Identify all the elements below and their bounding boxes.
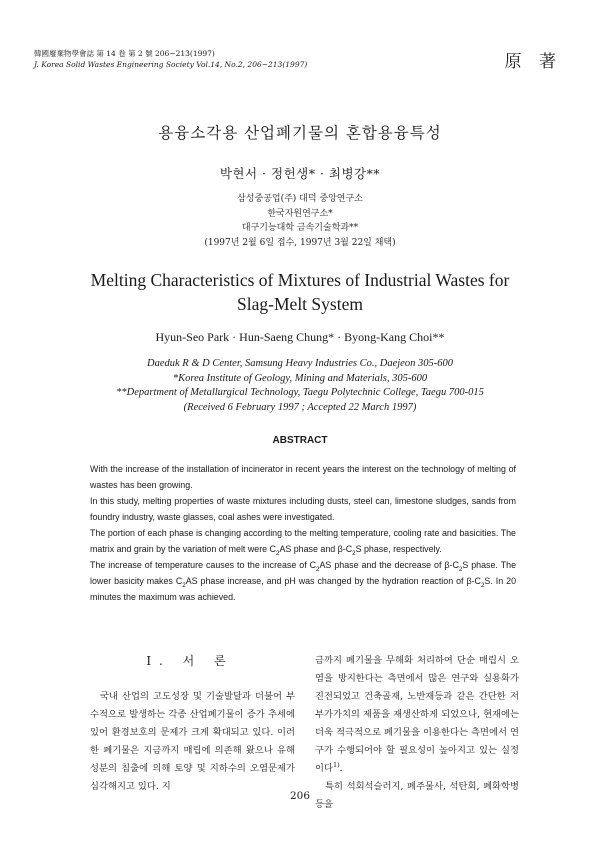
english-authors: Hyun-Seo Park · Hun-Saeng Chung* · Byong-Kang Choi**: [155, 330, 445, 344]
korean-affiliations: [0, 192, 600, 250]
section-heading-introduction: I. 서 론: [146, 654, 234, 668]
korean-title: 용융소각용 산업폐기물의 혼합용융특성: [158, 124, 442, 142]
english-received-dates: (Received 6 February 1997 ; Accepted 22 March 1997): [183, 401, 417, 413]
body-paragraph: 금까지 폐기물을 무해화 처리하여 단순 매립시 오염을 방지한다는 측면에서 많은 연구와 실용화가 진전되었고 건축골재, 노반재등과 같은 간단한 저부가가치의 제품을 재생산하게 되었으나, 현재에는 더욱 적극적으로 폐기물을 이용한다는 측면에서 연구가 수행되어야 할 필요성이 높아지고 있는 실정이다$^{1)}$.: [315, 655, 519, 774]
body-paragraph: 특히 석회석슬러지, 폐주물사, 석탄회, 폐화학병등을: [315, 781, 519, 810]
journal-header: [34, 48, 307, 70]
english-affiliation: Daeduk R & D Center, Samsung Heavy Industries Co., Daejeon 305-600: [147, 358, 453, 369]
body-paragraph: 국내 산업의 고도성장 및 기술발달과 더불어 부수적으로 발생하는 각종 산업폐기물이 증가 추세에 있어 환경보호의 문제가 크게 확대되고 있다. 이러한 폐기물은 지금까지 매립에 의존해 왔으나 유해성분의 침출에 의해 토양 및 지하수의 오염문제가 심각해지고 있다. 지: [90, 691, 295, 792]
abstract-paragraph: The portion of each phase is changing according to the melting temperature, cooling rate and basicities. The matrix and grain by the variation of melt were $C_2AS$ phase and $\beta-C_2S$ phase, respectively.: [90, 528, 516, 557]
korean-authors: 박현서 · 정헌생* · 최병강**: [219, 166, 381, 181]
english-title-line: Slag-Melt System: [237, 294, 363, 314]
abstract-body: [90, 461, 516, 605]
korean-affiliation: 한국자원연구소*: [267, 208, 333, 219]
journal-line-korean: 韓國廢棄物學會誌 第 14 卷 第 2 號 206~213(1997): [34, 49, 215, 58]
journal-line-english: J. Korea Solid Wastes Engineering Society Vol.14, No.2, 206~213(1997): [34, 60, 308, 69]
abstract-paragraph: In this study, melting properties of waste mixtures including dusts, steel can, limestone sludges, sands from foundry industry, waste glasses, coal ashes were investigated.: [90, 496, 516, 522]
article-type-tag: 原 著: [504, 52, 562, 72]
korean-affiliation: 대구기능대학 금속기술학과**: [241, 223, 359, 233]
abstract-paragraph: With the increase of the installation of incinerator in recent years the interest on the technology of melting of wastes has been growing.: [90, 464, 516, 490]
english-title-line: Melting Characteristics of Mixtures of Industrial Wastes for: [90, 270, 510, 290]
body-column-left: [90, 688, 295, 796]
abstract-paragraph: The increase of temperature causes to the increase of $C_2AS$ phase and the decrease of $\beta-C_2S$ phase. The lower basicity makes $C_2AS$ phase increase, and pH was changed by the hydration reaction of $\beta-C_2S$. In 20 minutes the maximum was achieved.: [90, 560, 517, 602]
abstract-heading: ABSTRACT: [272, 435, 328, 446]
english-title: [0, 268, 600, 316]
korean-affiliation: 삼성중공업(주) 대덕 중앙연구소: [237, 194, 363, 204]
english-affiliation: **Department of Metallurgical Technology, Taegu Polytechnic College, Taegu 700-015: [116, 387, 484, 398]
english-affiliation: *Korea Institute of Geology, Mining and Materials, 305-600: [172, 372, 428, 384]
korean-received-dates: (1997년 2월 6일 접수, 1997년 3월 22일 채택): [204, 237, 396, 248]
english-affiliations: [0, 357, 600, 415]
page-number: 206: [289, 790, 311, 802]
citation-ref: 1): [332, 760, 340, 769]
